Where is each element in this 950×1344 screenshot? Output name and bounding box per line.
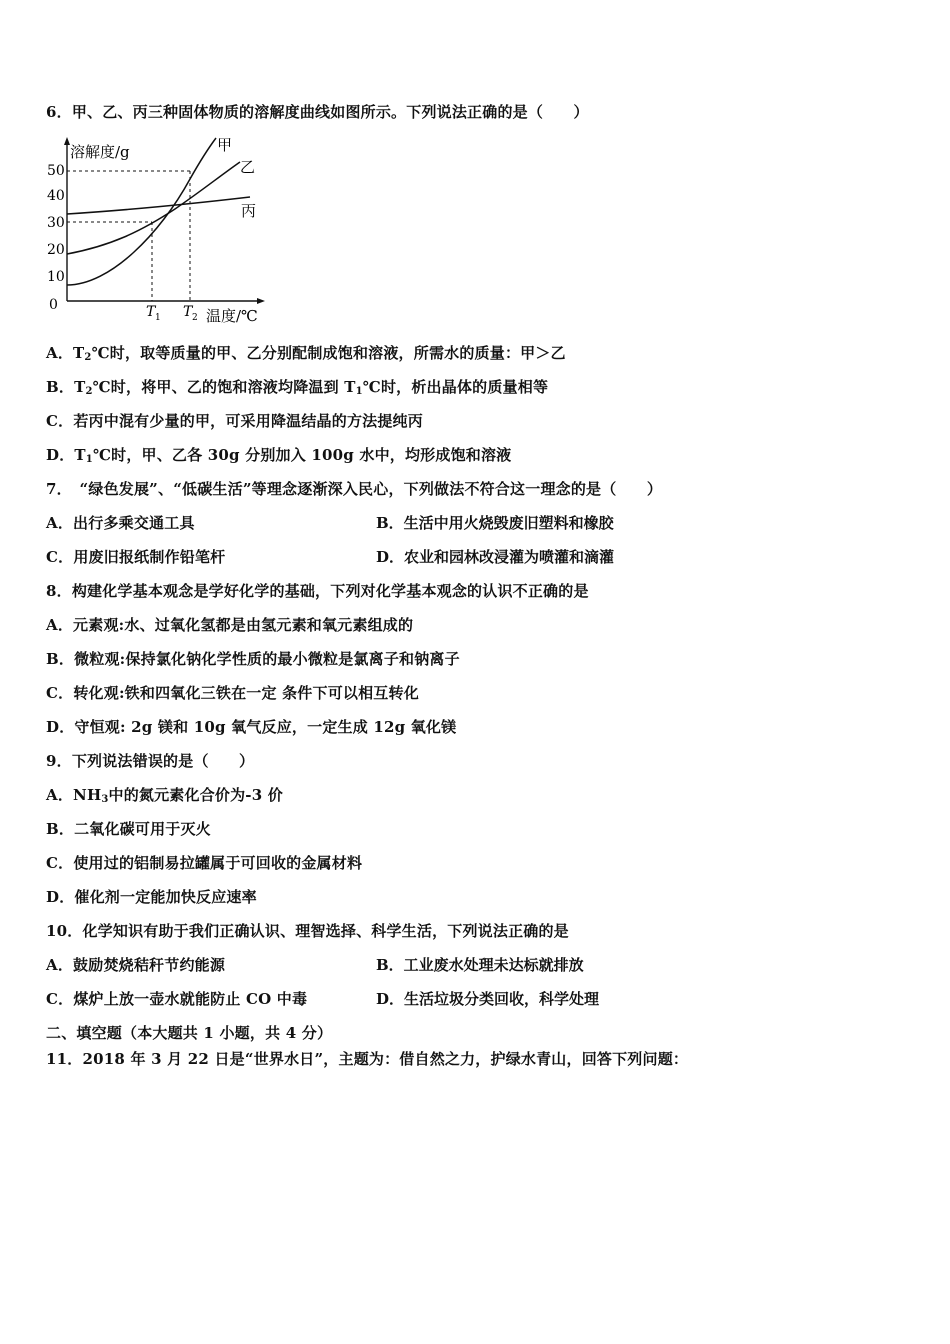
q6-option-a: A．$T_2℃$时，取等质量的甲、乙分别配制成饱和溶液，所需水的质量：甲＞乙 xyxy=(46,344,566,363)
solubility-graph xyxy=(40,134,280,329)
x-axis-arrow xyxy=(257,298,265,304)
q6-option-d: D．$T_1℃$时，甲、乙各 30g 分别加入 100g 水中，均形成饱和溶液 xyxy=(46,446,512,465)
q8-option-d: D．守恒观: 2g 镁和 10g 氧气反应，一定生成 12g 氧化镁 xyxy=(46,718,457,736)
curve-label-yi: 乙 xyxy=(240,158,256,176)
q10-option-d: D．生活垃圾分类回收，科学处理 xyxy=(376,990,600,1008)
y-tick-40: 40 xyxy=(47,188,65,204)
q8-option-c: C．转化观:铁和四氧化三铁在一定 条件下可以相互转化 xyxy=(46,684,419,702)
y-tick-30: 30 xyxy=(47,215,65,231)
y-axis-label: 溶解度/g xyxy=(70,143,130,161)
q6-stem: 6．甲、乙、丙三种固体物质的溶解度曲线如图所示。下列说法正确的是（ ） xyxy=(46,103,589,121)
q7-option-b: B．生活中用火烧毁废旧塑料和橡胶 xyxy=(376,514,614,532)
q9-option-c: C．使用过的铝制易拉罐属于可回收的金属材料 xyxy=(46,854,363,872)
curve-yi xyxy=(67,162,240,254)
q9-stem: 9．下列说法错误的是（ ） xyxy=(46,752,255,770)
q7-option-a: A．出行多乘交通工具 xyxy=(46,514,195,532)
q10-stem: 10．化学知识有助于我们正确认识、理智选择、科学生活，下列说法正确的是 xyxy=(46,922,569,940)
q10-option-c: C．煤炉上放一壶水就能防止 CO 中毒 xyxy=(46,990,308,1008)
q10-option-a: A．鼓励焚烧秸秆节约能源 xyxy=(46,956,226,974)
y-tick-10: 10 xyxy=(47,269,65,285)
y-tick-20: 20 xyxy=(47,242,65,258)
curve-label-bing: 丙 xyxy=(241,202,257,220)
q8-option-b: B．微粒观:保持氯化钠化学性质的最小微粒是氯离子和钠离子 xyxy=(46,650,460,668)
section-2-heading: 二、填空题（本大题共 1 小题，共 4 分） xyxy=(46,1024,333,1042)
curve-label-jia: 甲 xyxy=(217,136,233,154)
q8-option-a: A．元素观:水、过氧化氢都是由氢元素和氧元素组成的 xyxy=(46,616,414,634)
q9-option-b: B．二氧化碳可用于灭火 xyxy=(46,820,211,838)
q6-option-b: B．$T_2℃$时，将甲、乙的饱和溶液均降温到 $T_1℃$时，析出晶体的质量相等 xyxy=(46,378,549,397)
x-tick-t1-sub: 1 xyxy=(155,313,161,323)
curve-bing xyxy=(67,197,250,214)
q7-stem: 7． “绿色发展”、“低碳生活”等理念逐渐深入民心，下列做法不符合这一理念的是（ ） xyxy=(46,480,663,498)
q10-option-b: B．工业废水处理未达标就排放 xyxy=(376,956,584,974)
q9-option-a: A．$NH_3$中的氮元素化合价为-3 价 xyxy=(46,786,283,805)
q9-option-d: D．催化剂一定能加快反应速率 xyxy=(46,888,257,906)
q11-stem: 11．2018 年 3 月 22 日是“世界水日”，主题为：借自然之力，护绿水青山，回答下列问题： xyxy=(46,1050,689,1068)
q7-option-d: D．农业和园林改浸灌为喷灌和滴灌 xyxy=(376,548,615,566)
q7-option-c: C．用废旧报纸制作铅笔杆 xyxy=(46,548,226,566)
x-tick-t2-sub: 2 xyxy=(192,313,198,323)
y-tick-50: 50 xyxy=(47,163,65,179)
x-tick-t1: T xyxy=(146,304,156,320)
q8-stem: 8．构建化学基本观念是学好化学的基础，下列对化学基本观念的认识不正确的是 xyxy=(46,582,589,600)
x-tick-t2: T xyxy=(183,304,193,320)
y-tick-0: 0 xyxy=(49,297,58,313)
q6-option-c: C．若丙中混有少量的甲，可采用降温结晶的方法提纯丙 xyxy=(46,412,423,430)
x-axis-label: 温度/℃ xyxy=(206,307,258,325)
